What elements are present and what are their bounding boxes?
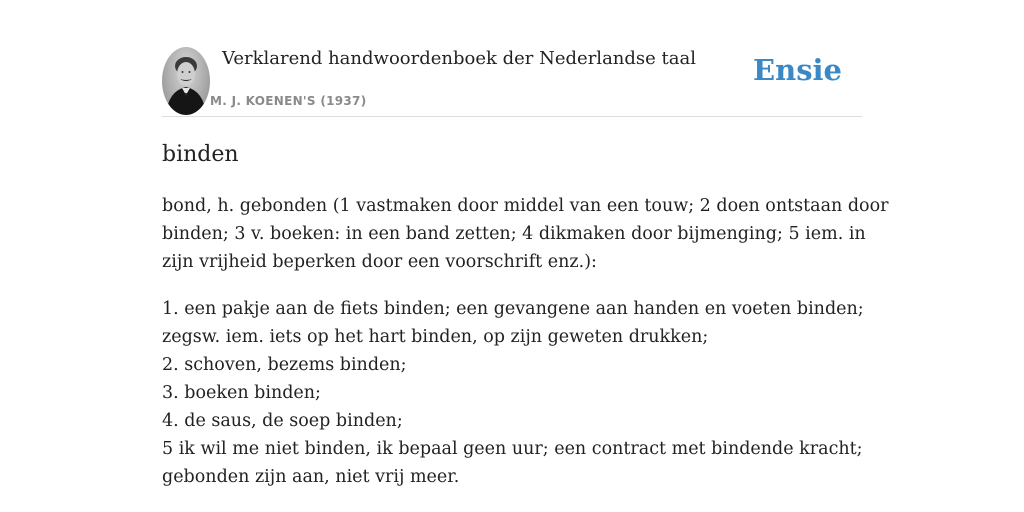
definition-line: zijn vrijheid beperken door een voorschrift enz.): (162, 252, 597, 272)
ensie-logo-link[interactable]: Ensie (753, 53, 842, 87)
example-line: zegsw. iem. iets op het hart binden, op zijn geweten drukken; (162, 327, 709, 347)
example-line: 5 ik wil me niet binden, ik bepaal geen uur; een contract met bindende kracht; (162, 439, 863, 459)
entry-headword: binden (162, 142, 239, 167)
entry-definition (162, 192, 889, 276)
example-line: 3. boeken binden; (162, 383, 321, 403)
book-title[interactable]: Verklarend handwoordenboek der Nederlandse taal (222, 48, 696, 69)
definition-line: binden; 3 v. boeken: in een band zetten; 4 dikmaken door bijmenging; 5 iem. in (162, 224, 866, 244)
example-line: gebonden zijn aan, niet vrij meer. (162, 467, 460, 487)
author-portrait-icon (162, 47, 210, 115)
example-line: 4. de saus, de soep binden; (162, 411, 403, 431)
site-header (162, 44, 862, 117)
entry-examples (162, 295, 862, 491)
example-line: 1. een pakje aan de fiets binden; een gevangene aan handen en voeten binden; (162, 299, 864, 319)
example-line: 2. schoven, bezems binden; (162, 355, 407, 375)
author-label: M. J. KOENEN'S (1937) (210, 94, 367, 108)
definition-line: bond, h. gebonden (1 vastmaken door middel van een touw; 2 doen ontstaan door (162, 196, 889, 216)
